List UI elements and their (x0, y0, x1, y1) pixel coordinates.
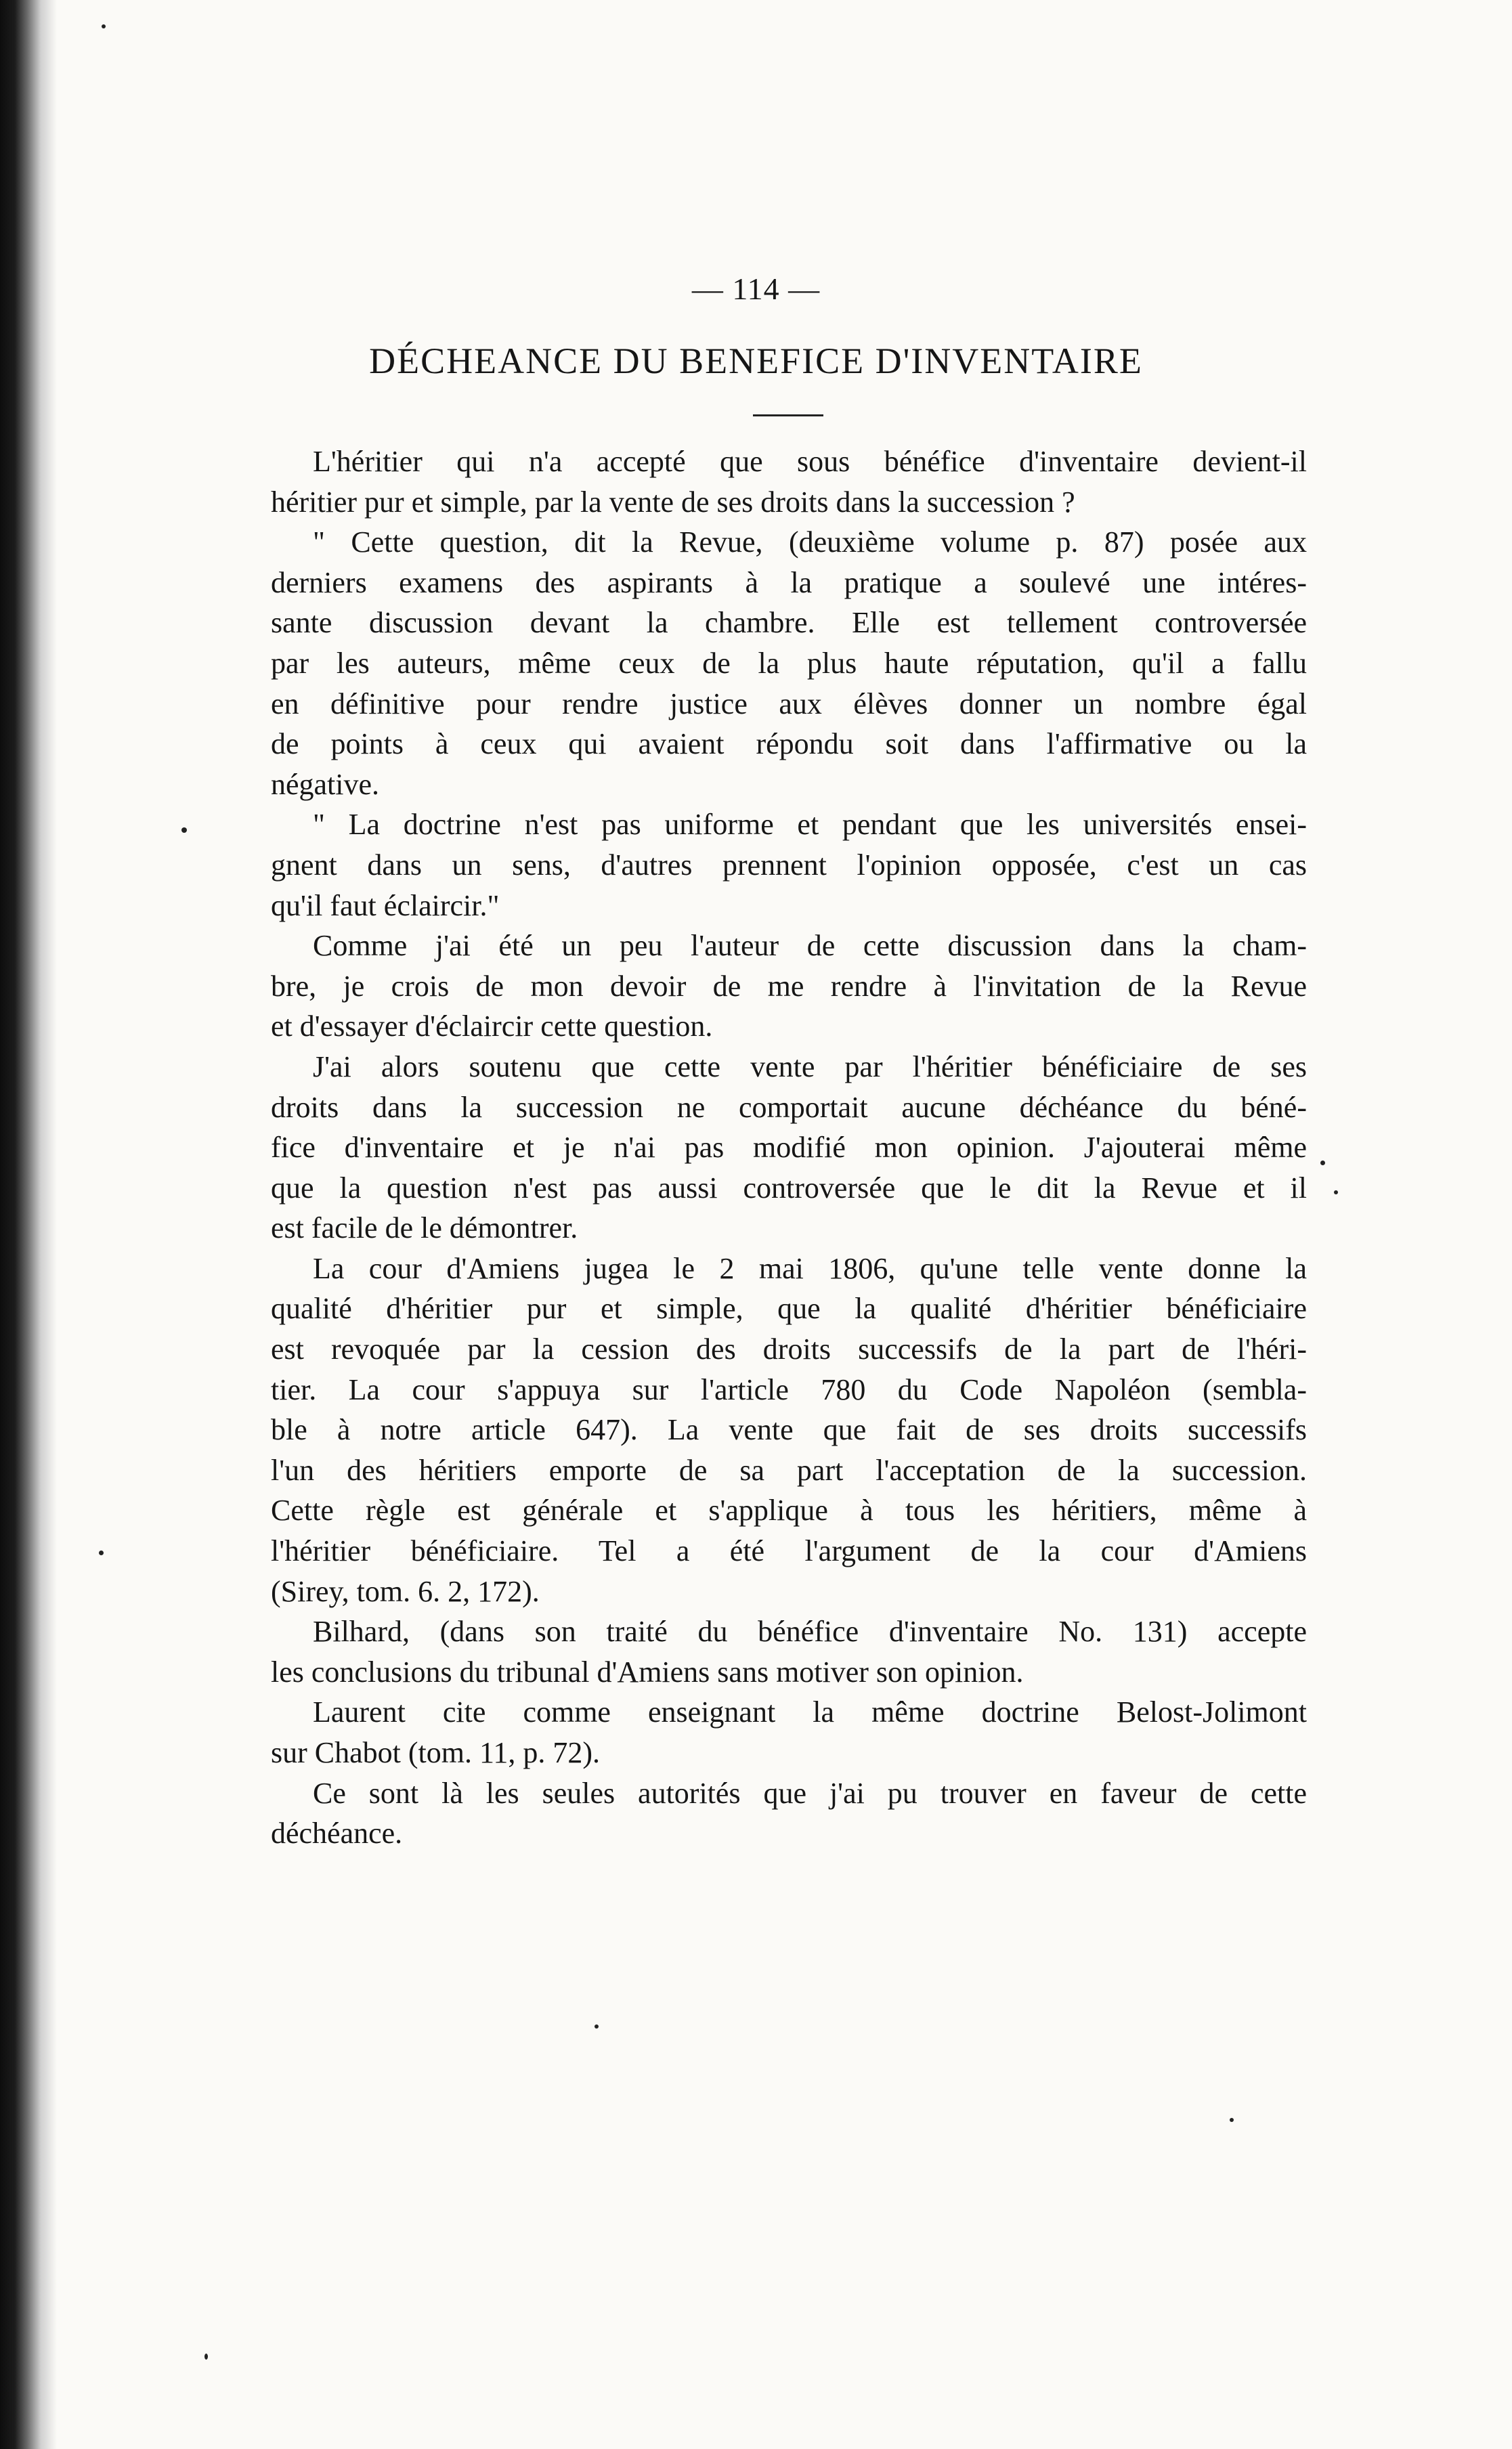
title-rule (753, 414, 823, 416)
text-line: en définitive pour rendre justice aux élèves donner un nombre égal (271, 687, 1307, 720)
text-line: Comme j'ai été un peu l'auteur de cette discussion dans la cham- (313, 929, 1307, 963)
text-line: Bilhard, (dans son traité du bénéfice d'inventaire No. 131) accepte (313, 1615, 1307, 1649)
text-line: (Sirey, tom. 6. 2, 172). (271, 1574, 540, 1608)
text-line: par les auteurs, même ceux de la plus haute réputation, qu'il a fallu (271, 646, 1307, 680)
text-line: sur Chabot (tom. 11, p. 72). (271, 1736, 600, 1769)
print-speck (1230, 2118, 1234, 2122)
text-line: est revoquée par la cession des droits successifs de la part de l'héri- (271, 1332, 1307, 1366)
text-line: Laurent cite comme enseignant la même doctrine Belost-Jolimont (313, 1695, 1307, 1729)
print-speck (1334, 1190, 1338, 1194)
text-line: déchéance. (271, 1817, 403, 1850)
text-line: est facile de le démontrer. (271, 1211, 578, 1245)
text-line: héritier pur et simple, par la vente de ses droits dans la succession ? (271, 485, 1075, 519)
text-line: négative. (271, 767, 380, 801)
text-line: " Cette question, dit la Revue, (deuxième volume p. 87) posée aux (313, 525, 1307, 559)
print-speck (204, 2354, 208, 2360)
text-line: qualité d'héritier pur et simple, que la qualité d'héritier bénéficiaire (271, 1292, 1307, 1326)
text-line: Ce sont là les seules autorités que j'ai pu trouver en faveur de cette (313, 1776, 1307, 1810)
text-line: bre, je crois de mon devoir de me rendre à l'invitation de la Revue (271, 969, 1307, 1003)
text-line: de points à ceux qui avaient répondu soit dans l'affirmative ou la (271, 727, 1307, 761)
text-line: ble à notre article 647). La vente que fait de ses droits successifs (271, 1413, 1307, 1447)
print-speck (99, 1551, 104, 1555)
text-line: l'un des héritiers emporte de sa part l'acceptation de la succession. (271, 1453, 1307, 1487)
text-line: Cette règle est générale et s'applique à tous les héritiers, même à (271, 1494, 1307, 1527)
text-line: droits dans la succession ne comportait aucune déchéance du béné- (271, 1090, 1307, 1124)
print-speck (181, 827, 187, 833)
text-line: L'héritier qui n'a accepté que sous bénéfice d'inventaire devient-il (313, 445, 1307, 478)
text-line: " La doctrine n'est pas uniforme et pendant que les universités ensei- (313, 808, 1307, 842)
text-line: fice d'inventaire et je n'ai pas modifié mon opinion. J'ajouterai même (271, 1131, 1307, 1165)
print-speck (595, 2024, 599, 2029)
page-title: DÉCHEANCE DU BENEFICE D'INVENTAIRE (369, 341, 1143, 381)
text-line: que la question n'est pas aussi controversée que le dit la Revue et il (271, 1171, 1307, 1205)
text-line: qu'il faut éclaircir." (271, 888, 500, 922)
text-line: gnent dans un sens, d'autres prennent l'opinion opposée, c'est un cas (271, 848, 1307, 882)
text-line: J'ai alors soutenu que cette vente par l'héritier bénéficiaire de ses (313, 1049, 1307, 1083)
text-line: sante discussion devant la chambre. Elle est tellement controversée (271, 606, 1307, 640)
print-speck (1320, 1161, 1325, 1165)
text-line: derniers examens des aspirants à la pratique a soulevé une intéres- (271, 565, 1307, 599)
text-line: et d'essayer d'éclaircir cette question. (271, 1010, 713, 1043)
text-line: La cour d'Amiens jugea le 2 mai 1806, qu'une telle vente donne la (313, 1251, 1307, 1285)
text-line: l'héritier bénéficiaire. Tel a été l'argument de la cour d'Amiens (271, 1534, 1307, 1568)
page-number: — 114 — (691, 272, 821, 306)
print-speck (102, 24, 106, 28)
text-line: les conclusions du tribunal d'Amiens sans motiver son opinion. (271, 1655, 1024, 1689)
body-text (271, 441, 1307, 1854)
text-line: tier. La cour s'appuya sur l'article 780 du Code Napoléon (sembla- (271, 1372, 1307, 1406)
